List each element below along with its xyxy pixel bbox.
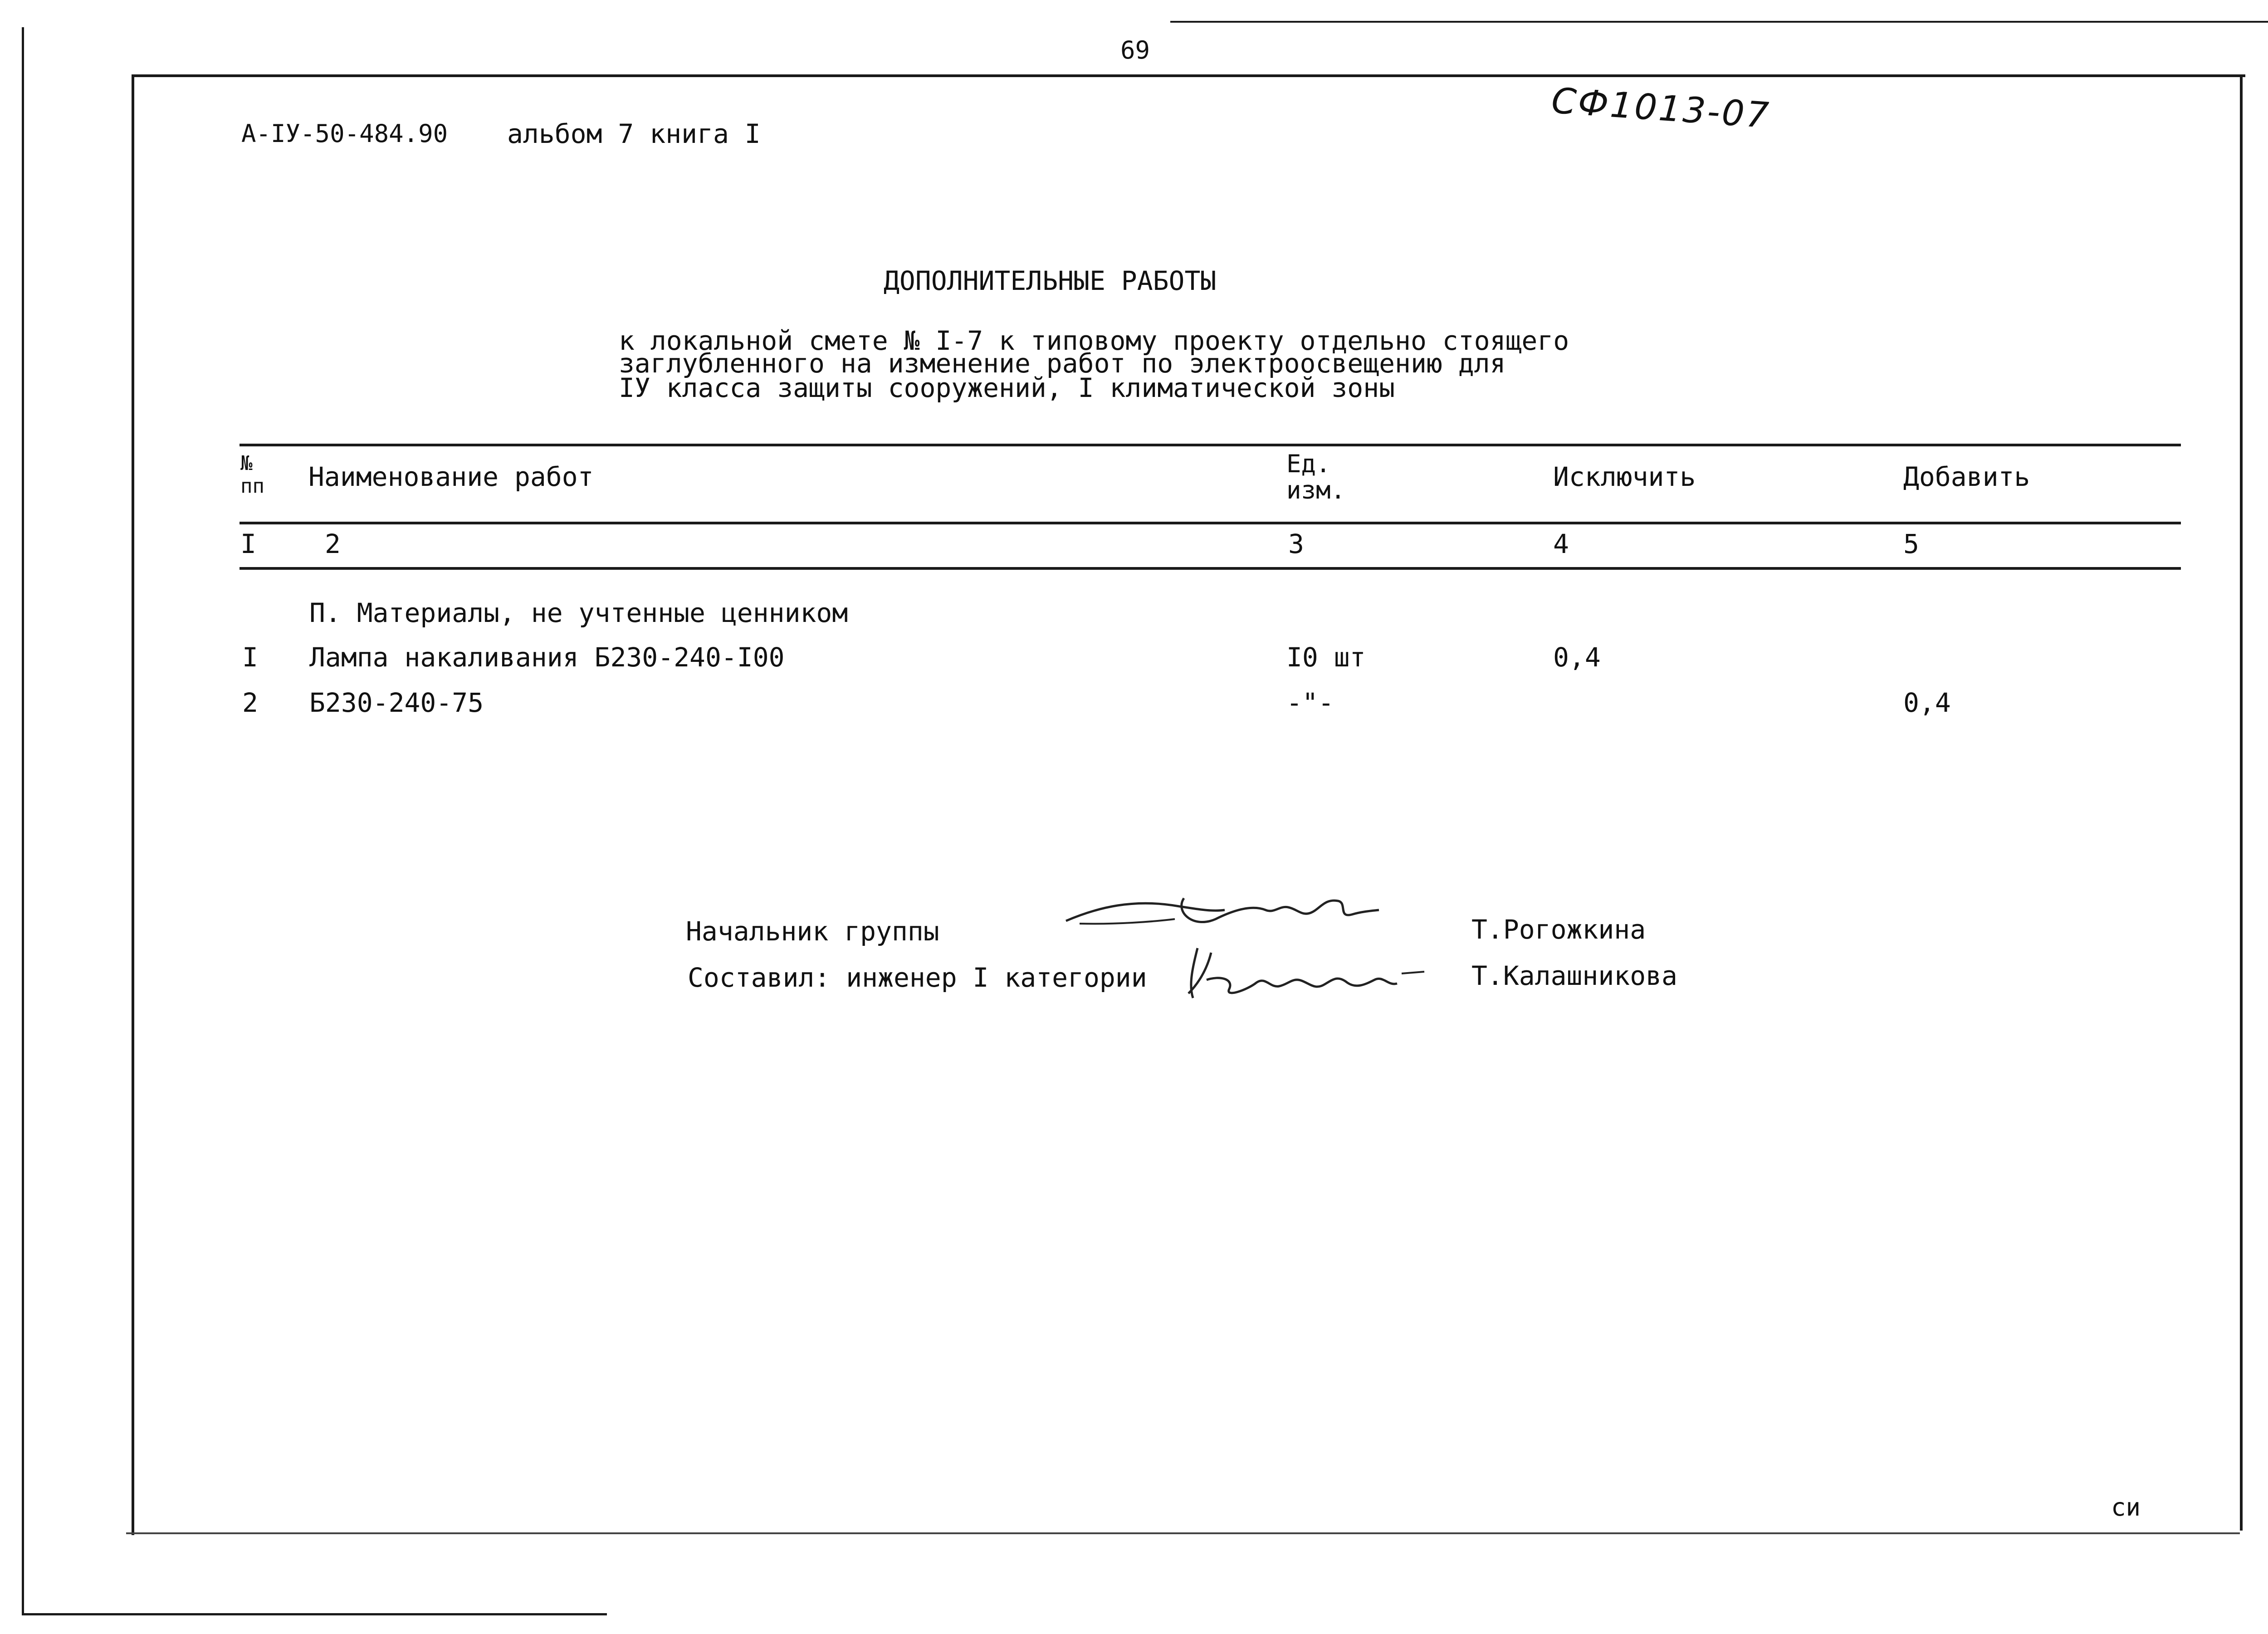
column-numbers-bottom-rule (240, 567, 2181, 570)
signature-role-2: Составил: инженер I категории (688, 962, 1147, 993)
doc-code: А-IУ-50-484.90 (241, 119, 448, 148)
subtitle-line-2: заглубленного на изменение работ по электроосвещению для (619, 348, 1506, 379)
signature-name-1: Т.Рогожкина (1471, 914, 1646, 945)
table-top-rule (240, 444, 2181, 446)
frame-left (132, 74, 134, 1535)
column-number-1: I (240, 528, 256, 559)
left-scan-edge (22, 27, 24, 1615)
header-unit-line1: Ед. (1286, 450, 1331, 478)
header-add: Добавить (1903, 461, 2030, 492)
album-label: альбом 7 книга I (507, 118, 761, 149)
header-num-line2: пп (240, 475, 264, 498)
column-number-2: 2 (325, 528, 341, 559)
page-number: 69 (1120, 36, 1150, 64)
section-title: П. Материалы, не учтенные ценником (309, 597, 848, 628)
header-exclude: Исключить (1553, 461, 1696, 492)
handwritten-signature-2 (1179, 939, 1433, 1007)
column-number-3: 3 (1288, 528, 1304, 559)
handwritten-doc-code: СФ1013-07 (1550, 80, 1772, 137)
handwritten-signature-1 (1061, 880, 1388, 944)
column-number-4: 4 (1553, 528, 1569, 559)
row-2-name: Б230-240-75 (309, 687, 484, 718)
column-number-5: 5 (1903, 528, 1919, 559)
header-bottom-rule (240, 522, 2181, 524)
footer-mark: си (2111, 1493, 2141, 1521)
header-num-line1: № (240, 452, 253, 475)
row-1-exclude: 0,4 (1553, 642, 1601, 673)
row-2-add: 0,4 (1903, 687, 1951, 718)
page-title: ДОПОЛНИТЕЛЬНЫЕ РАБОТЫ (884, 265, 1217, 296)
subtitle-line-3: IУ класса защиты сооружений, I климатической зоны (619, 372, 1395, 403)
row-2-num: 2 (242, 687, 258, 718)
header-unit-line2: изм. (1286, 476, 1346, 504)
frame-top (132, 74, 2245, 77)
signature-name-2: Т.Калашникова (1471, 960, 1677, 991)
frame-bottom (126, 1532, 2240, 1534)
row-1-unit: I0 шт (1286, 642, 1366, 673)
bottom-scan-edge (22, 1613, 607, 1615)
header-work-name: Наименование работ (308, 461, 594, 492)
frame-right (2240, 74, 2243, 1531)
row-2-unit: -"- (1286, 687, 1334, 718)
signature-role-1: Начальник группы (686, 916, 939, 947)
top-scan-edge (1170, 21, 2268, 23)
row-1-num: I (242, 642, 258, 673)
row-1-name: Лампа накаливания Б230-240-I00 (309, 642, 785, 673)
subtitle-line-1: к локальной смете № I-7 к типовому проекту отдельно стоящего (619, 325, 1569, 356)
